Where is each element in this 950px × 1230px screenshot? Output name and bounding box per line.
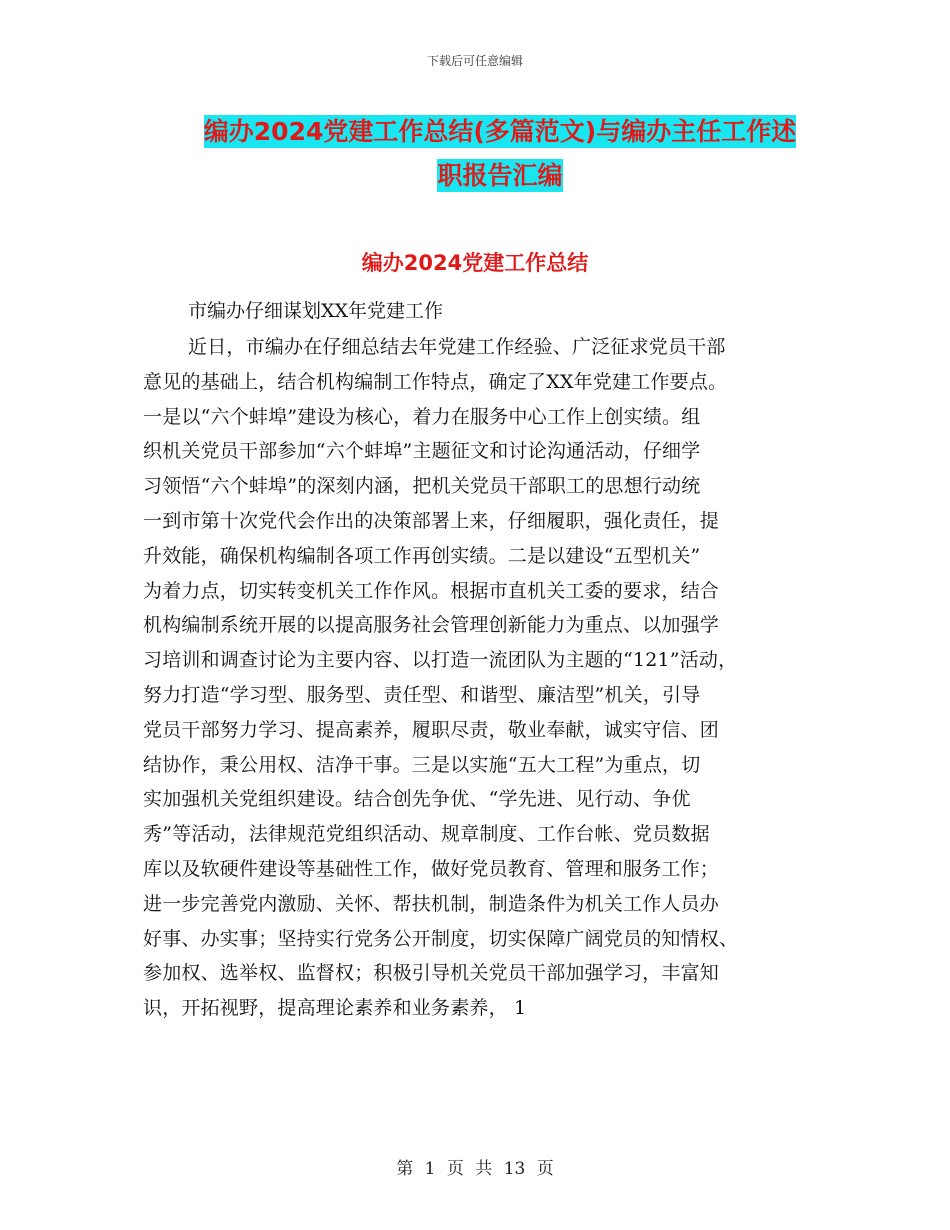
- body-line: 结协作，秉公用权、洁净干事。三是以实施“五大工程”为重点，切: [143, 753, 701, 776]
- header-note: 下载后可任意编辑: [426, 54, 523, 68]
- body-line: 织机关党员干部参加“六个蚌埠”主题征文和讨论沟通活动，仔细学: [143, 440, 701, 463]
- document-title-line-1: 编办2024党建工作总结(多篇范文)与编办主任工作述: [203, 117, 797, 146]
- body-line: 机构编制系统开展的以提高服务社会管理创新能力为重点、以加强学: [143, 614, 720, 637]
- body-line: 升效能，确保机构编制各项工作再创实绩。二是以建设“五型机关”: [143, 544, 701, 567]
- document-title-line-2: 职报告汇编: [437, 161, 563, 190]
- body-line: 意见的基础上，结合机构编制工作特点，确定了XX年党建工作要点。: [143, 370, 728, 393]
- body-line: 近日，市编办在仔细总结去年党建工作经验、广泛征求党员干部: [188, 336, 726, 358]
- body-line: 库以及软硬件建设等基础性工作，做好党员教育、管理和服务工作；: [143, 857, 720, 880]
- subheading: 市编办仔细谋划XX年党建工作: [188, 300, 444, 322]
- body-line: 秀”等活动，法律规范党组织活动、规章制度、工作台帐、党员数据: [143, 823, 710, 846]
- body-line: 习领悟“六个蚌埠”的深刻内涵，把机关党员干部职工的思想行动统: [143, 475, 701, 498]
- body-line: 努力打造“学习型、服务型、责任型、和谐型、廉洁型”机关，引导: [143, 683, 701, 706]
- body-line: 习培训和调查讨论为主要内容、以打造一流团队为主题的“121”活动，: [143, 649, 738, 672]
- body-line: 进一步完善党内激励、关怀、帮扶机制，制造条件为机关工作人员办: [143, 892, 720, 915]
- body-line: 一到市第十次党代会作出的决策部署上来，仔细履职，强化责任，提: [143, 509, 720, 532]
- body-line: 一是以“六个蚌埠”建设为核心，着力在服务中心工作上创实绩。组: [143, 405, 701, 428]
- section-title: 编办2024党建工作总结: [361, 251, 589, 275]
- body-line: 好事、办实事；坚持实行党务公开制度，切实保障广阔党员的知情权、: [143, 927, 739, 950]
- page-footer: 第 1 页 共 13 页: [396, 1159, 554, 1179]
- body-line: 参加权、选举权、监督权；积极引导机关党员干部加强学习，丰富知: [143, 962, 720, 985]
- body-line: 为着力点，切实转变机关工作作风。根据市直机关工委的要求，结合: [143, 579, 720, 602]
- document-title: [140, 110, 860, 198]
- body-line: 党员干部努力学习、提高素养，履职尽责，敬业奉献，诚实守信、团: [143, 718, 720, 741]
- body-line: 实加强机关党组织建设。结合创先争优、“学先进、见行动、争优: [143, 788, 691, 811]
- body-line: 识，开拓视野，提高理论素养和业务素养， 1: [143, 997, 527, 1020]
- body-text: [143, 330, 823, 1026]
